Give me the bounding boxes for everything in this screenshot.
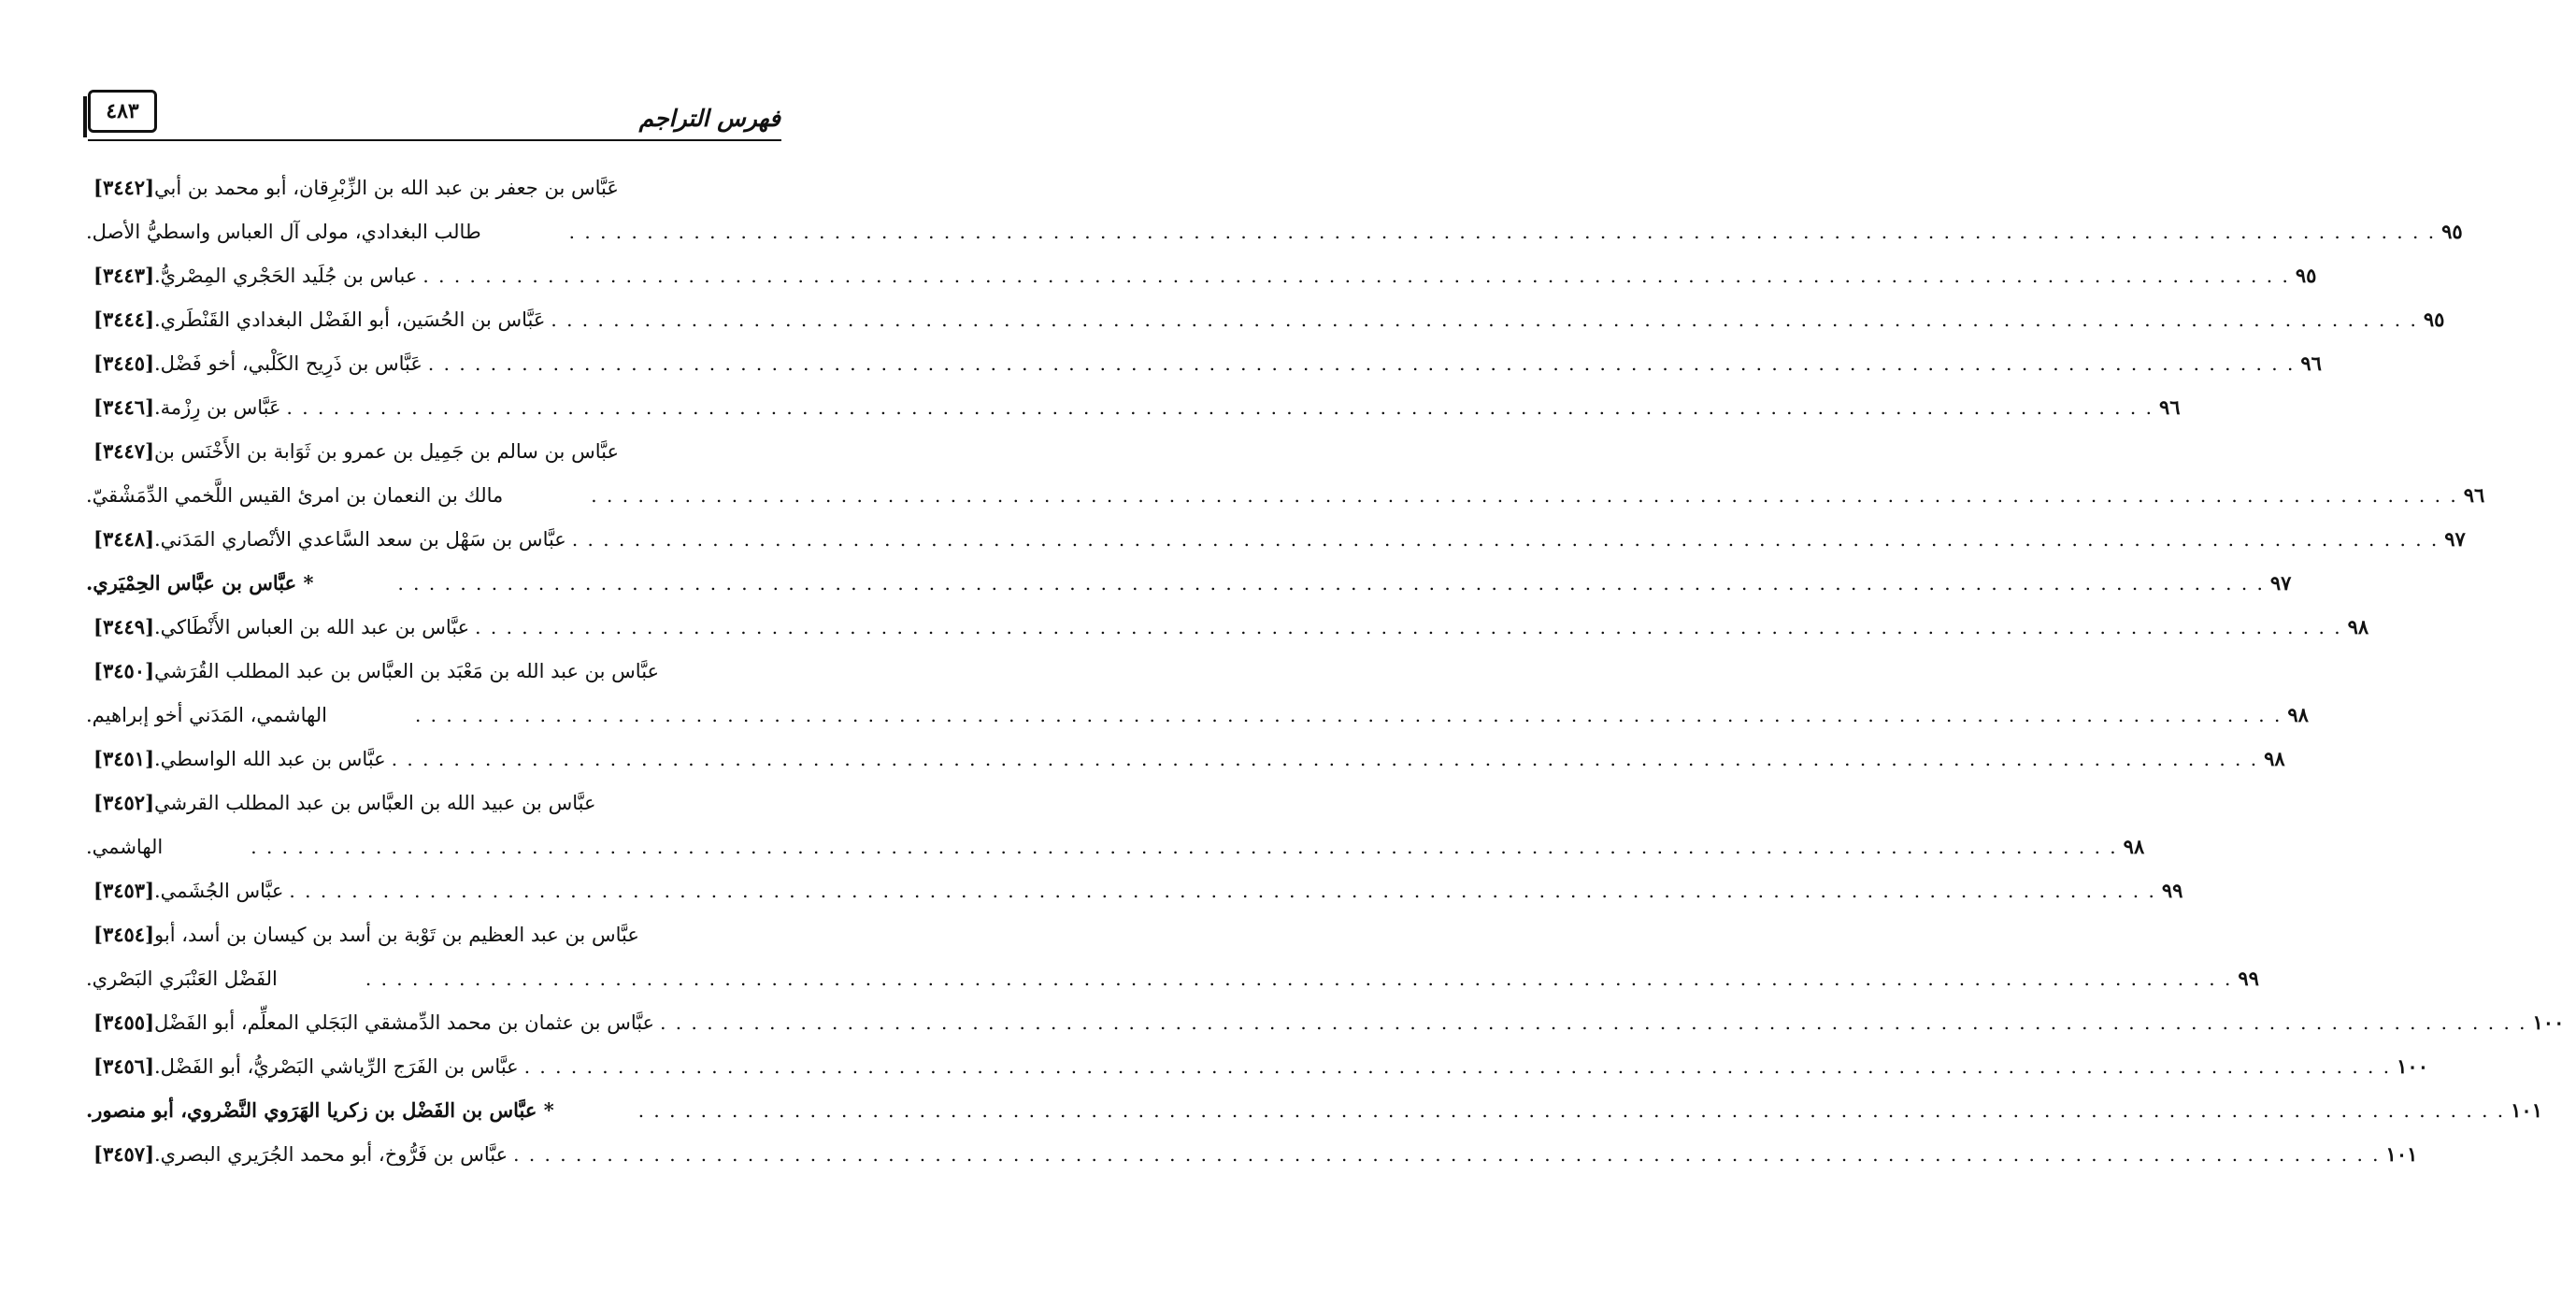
dot-leader: . . . . . . . . . . . . . . . . . . . . . . . . . . . . . . . . . . . . . . . . . . . . . . . . . . . . . . . . . . . . . . . . . . . . . . . . . . . . . . . . . . . . . . . . . . . . . . . . . . . . . . . . . . . . . . . . . . . . . . . . (475, 615, 2342, 638)
entry-number: [٣٤٤٣] (93, 264, 154, 287)
index-line (86, 781, 783, 824)
entry-page-number: ٩٥ (2423, 308, 2445, 331)
entry-number: [٣٤٥٧] (93, 1142, 154, 1166)
index-line (86, 824, 2145, 868)
entry-text: عبَّاس بن الفَرَج الرِّياشي البَصْريُّ، أبو الفَضْل. (154, 1054, 519, 1078)
page-number: ٤٨٣ (106, 99, 139, 123)
index-line (86, 165, 783, 209)
entry-text: عبَّاس بن عبد الله الواسطي. (154, 747, 386, 770)
entry-page-number: ٩٧ (2269, 571, 2292, 595)
dot-leader: . . . . . . . . . . . . . . . . . . . . . . . . . . . . . . . . . . . . . . . . . . . . . . . . . . . . . . . . . . . . . . . . . . . . . . . . . . . . . . . . . . . . . . . . . . . . . . . . . . . . . . . . . . . . . . . . . . . . . . . . (397, 571, 2265, 595)
entry-text: عَبَّاس بن جعفر بن عبد الله بن الزِّبْرِقان، أبو محمد بن أبي (154, 176, 619, 199)
page-number-box (88, 90, 157, 133)
entry-number: [٣٤٥١] (93, 747, 154, 770)
entry-page-number: ٩٩ (2238, 967, 2259, 990)
dot-leader: . . . . . . . . . . . . . . . . . . . . . . . . . . . . . . . . . . . . . . . . . . . . . . . . . . . . . . . . . . . . . . . . . . . . . . . . . . . . . . . . . . . . . . . . . . . . . . . . . . . . . . . . . . . . . . . . . . . . . . . . (591, 483, 2458, 507)
entry-text: عبَّاس بن عبد العظيم بن تَوْبة بن أسد بن كيسان بن أسد، أبو (154, 923, 639, 946)
index-line (86, 297, 2445, 341)
dot-leader: . . . . . . . . . . . . . . . . . . . . . . . . . . . . . . . . . . . . . . . . . . . . . . . . . . . . . . . . . . . . . . . . . . . . . . . . . . . . . . . . . . . . . . . . . . . . . . . . . . . . . . . . . . . . . . . . . . . . . . . . (289, 879, 2156, 902)
index-line (86, 1044, 2428, 1088)
entry-text: الهاشمي. (86, 835, 164, 858)
entry-page-number: ١٠٠ (2397, 1054, 2428, 1078)
entry-page-number: ٩٨ (2347, 615, 2369, 638)
index-line (86, 517, 2466, 561)
entry-page-number: ٩٥ (2295, 264, 2317, 287)
index-line (86, 1088, 2542, 1132)
header-rule (88, 139, 781, 141)
entry-number: [٣٤٤٨] (93, 527, 154, 551)
entry-number: [٣٤٥٥] (93, 1010, 154, 1034)
entry-text: عبَّاس بن عبد الله بن العباس الأَنْطَاكي. (154, 615, 470, 638)
entry-page-number: ٩٧ (2444, 527, 2466, 551)
entry-text: طالب البغدادي، مولى آل العباس واسطيُّ الأصل. (86, 220, 481, 243)
index-line (86, 1000, 2565, 1044)
entry-text: عبَّاس بن عثمان بن محمد الدِّمشقي البَجَلي المعلِّم، أبو الفَضْل (154, 1010, 655, 1034)
entry-number: [٣٤٥٦] (93, 1054, 154, 1078)
entry-text: عَبَّاس بن ذَرِيح الكَلْبي، أخو فَضْل. (154, 351, 422, 375)
index-line (86, 253, 2317, 297)
index-line (86, 1132, 2418, 1176)
entry-number: [٣٤٤٧] (93, 439, 154, 463)
dot-leader: . . . . . . . . . . . . . . . . . . . . . . . . . . . . . . . . . . . . . . . . . . . . . . . . . . . . . . . . . . . . . . . . . . . . . . . . . . . . . . . . . . . . . . . . . . . . . . . . . . . . . . . . . . . . . . . . . . . . . . . . (250, 835, 2118, 858)
entry-page-number: ٩٦ (2158, 395, 2181, 419)
entry-page-number: ٩٦ (2300, 351, 2322, 375)
entry-page-number: ١٠١ (2385, 1142, 2418, 1166)
index-line (86, 429, 783, 473)
entry-text: عَبَّاس بن رِزْمة. (154, 395, 281, 419)
dot-leader: . . . . . . . . . . . . . . . . . . . . . . . . . . . . . . . . . . . . . . . . . . . . . . . . . . . . . . . . . . . . . . . . . . . . . . . . . . . . . . . . . . . . . . . . . . . . . . . . . . . . . . . . . . . . . . . . . . . . . . . . (523, 1054, 2392, 1078)
entry-text: عباس بن جُلَيد الحَجْري المِصْريُّ. (154, 264, 418, 287)
dot-leader: . . . . . . . . . . . . . . . . . . . . . . . . . . . . . . . . . . . . . . . . . . . . . . . . . . . . . . . . . . . . . . . . . . . . . . . . . . . . . . . . . . . . . . . . . . . . . . . . . . . . . . . . . . . . . . . . . . . . . . . . (391, 747, 2259, 770)
entry-number: [٣٤٤٤] (93, 308, 154, 331)
index-line (86, 385, 2181, 429)
entry-number: [٣٤٤٥] (93, 351, 154, 375)
starred-entry-text: * عبَّاس بن عبَّاس الحِمْيَري. (86, 571, 314, 595)
entry-text: عبَّاس بن سالم بن جَمِيل بن عمرو بن ثَوَابة بن الأَخْنَس بن (154, 439, 619, 463)
index-line (86, 649, 783, 693)
entry-text: عبَّاس بن عبيد الله بن العبَّاس بن عبد المطلب القرشي (154, 791, 596, 814)
dot-leader: . . . . . . . . . . . . . . . . . . . . . . . . . . . . . . . . . . . . . . . . . . . . . . . . . . . . . . . . . . . . . . . . . . . . . . . . . . . . . . . . . . . . . . . . . . . . . . . . . . . . . . . . . . . . . . . . . . . . . . . . (660, 1010, 2527, 1034)
entry-page-number: ١٠١ (2511, 1098, 2542, 1122)
entry-text: الفَضْل العَنْبَري البَصْري. (86, 967, 278, 990)
dot-leader: . . . . . . . . . . . . . . . . . . . . . . . . . . . . . . . . . . . . . . . . . . . . . . . . . . . . . . . . . . . . . . . . . . . . . . . . . . . . . . . . . . . . . . . . . . . . . . . . . . . . . . . . . . . . . . . . . . . . . . . . (571, 527, 2440, 551)
index-entries (86, 165, 2565, 1176)
entry-number: [٣٤٥٢] (93, 791, 154, 814)
dot-leader: . . . . . . . . . . . . . . . . . . . . . . . . . . . . . . . . . . . . . . . . . . . . . . . . . . . . . . . . . . . . . . . . . . . . . . . . . . . . . . . . . . . . . . . . . . . . . . . . . . . . . . . . . . . . . . . . . . . . . . . . (637, 1098, 2506, 1122)
running-header-title: فهرس التراجم (638, 105, 780, 132)
entry-text: الهاشمي، المَدَني أخو إبراهيم. (86, 703, 327, 726)
dot-leader: . . . . . . . . . . . . . . . . . . . . . . . . . . . . . . . . . . . . . . . . . . . . . . . . . . . . . . . . . . . . . . . . . . . . . . . . . . . . . . . . . . . . . . . . . . . . . . . . . . . . . . . . . . . . . . . . . . . . . . . . (427, 351, 2296, 375)
index-line (86, 912, 783, 956)
dot-leader: . . . . . . . . . . . . . . . . . . . . . . . . . . . . . . . . . . . . . . . . . . . . . . . . . . . . . . . . . . . . . . . . . . . . . . . . . . . . . . . . . . . . . . . . . . . . . . . . . . . . . . . . . . . . . . . . . . . . . . . . (551, 308, 2418, 331)
index-line (86, 209, 2463, 253)
entry-number: [٣٤٤٩] (93, 615, 154, 638)
entry-page-number: ٩٨ (2123, 835, 2145, 858)
entry-text: عَبَّاس بن الحُسَين، أبو الفَضْل البغدادي القَنْطَري. (154, 308, 546, 331)
entry-number: [٣٤٥٠] (93, 659, 154, 682)
entry-text: مالك بن النعمان بن امرئ القيس اللَّخمي الدِّمَشْقيّ. (86, 483, 504, 507)
dot-leader: . . . . . . . . . . . . . . . . . . . . . . . . . . . . . . . . . . . . . . . . . . . . . . . . . . . . . . . . . . . . . . . . . . . . . . . . . . . . . . . . . . . . . . . . . . . . . . . . . . . . . . . . . . . . . . . . . . . . . . . . (513, 1142, 2381, 1166)
index-line (86, 605, 2369, 649)
entry-number: [٣٤٤٦] (93, 395, 154, 419)
index-line (86, 868, 2183, 912)
entry-page-number: ٩٩ (2161, 879, 2183, 902)
entry-page-number: ٩٦ (2463, 483, 2485, 507)
entry-number: [٣٤٥٤] (93, 923, 154, 946)
index-line (86, 737, 2285, 781)
dot-leader: . . . . . . . . . . . . . . . . . . . . . . . . . . . . . . . . . . . . . . . . . . . . . . . . . . . . . . . . . . . . . . . . . . . . . . . . . . . . . . . . . . . . . . . . . . . . . . . . . . . . . . . . . . . . . . . . . . . . . . . . (414, 703, 2283, 726)
entry-text: عبَّاس بن فَرُّوخ، أبو محمد الجُرَيري البصري. (154, 1142, 508, 1166)
entry-text: عبَّاس بن سَهْل بن سعد السَّاعدي الأنْصاري المَدَني. (154, 527, 566, 551)
entry-text: عبَّاس الجُشَمي. (154, 879, 284, 902)
dot-leader: . . . . . . . . . . . . . . . . . . . . . . . . . . . . . . . . . . . . . . . . . . . . . . . . . . . . . . . . . . . . . . . . . . . . . . . . . . . . . . . . . . . . . . . . . . . . . . . . . . . . . . . . . . . . . . . . . . . . . . . . (568, 220, 2437, 243)
index-line (86, 956, 2259, 1000)
entry-page-number: ٩٥ (2441, 220, 2463, 243)
entry-text: عبَّاس بن عبد الله بن مَعْبَد بن العبَّاس بن عبد المطلب القُرَشي (154, 659, 660, 682)
entry-page-number: ٩٨ (2264, 747, 2285, 770)
dot-leader: . . . . . . . . . . . . . . . . . . . . . . . . . . . . . . . . . . . . . . . . . . . . . . . . . . . . . . . . . . . . . . . . . . . . . . . . . . . . . . . . . . . . . . . . . . . . . . . . . . . . . . . . . . . . . . . . . . . . . . . . (422, 264, 2290, 287)
dot-leader: . . . . . . . . . . . . . . . . . . . . . . . . . . . . . . . . . . . . . . . . . . . . . . . . . . . . . . . . . . . . . . . . . . . . . . . . . . . . . . . . . . . . . . . . . . . . . . . . . . . . . . . . . . . . . . . . . . . . . . . . (286, 395, 2154, 419)
index-line (86, 561, 2292, 605)
index-line (86, 341, 2322, 385)
entry-number: [٣٤٥٣] (93, 879, 154, 902)
index-line (86, 693, 2309, 737)
entry-page-number: ١٠٠ (2532, 1010, 2565, 1034)
entry-number: [٣٤٤٢] (93, 176, 154, 199)
entry-page-number: ٩٨ (2287, 703, 2309, 726)
index-line (86, 473, 2485, 517)
dot-leader: . . . . . . . . . . . . . . . . . . . . . . . . . . . . . . . . . . . . . . . . . . . . . . . . . . . . . . . . . . . . . . . . . . . . . . . . . . . . . . . . . . . . . . . . . . . . . . . . . . . . . . . . . . . . . . . . . . . . . . . . (365, 967, 2233, 990)
starred-entry-text: * عبَّاس بن الفَضْل بن زكريا الهَرَوي النَّضْروي، أبو منصور. (86, 1098, 554, 1122)
